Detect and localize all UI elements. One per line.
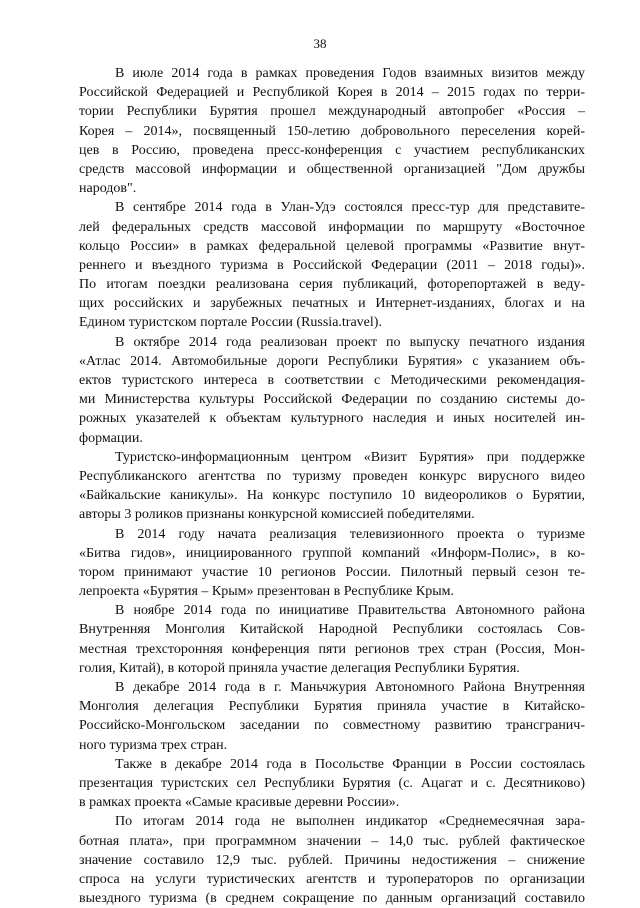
text-line: ми Министерства культуры Российской Федерации по созданию системы до-	[79, 392, 585, 408]
text-line: авторы 3 роликов признаны конкурсной комиссией победителями.	[79, 507, 475, 523]
text-line: лепроекта «Бурятия – Крым» презентован в Республике Крым.	[79, 584, 454, 600]
text-line: Едином туристском портале России (Russia.travel).	[79, 315, 382, 331]
text-line: кольцо России» в рамках федеральной целевой программы «Развитие внут-	[79, 238, 585, 254]
text-line: «Битва гидов», инициированного группой компаний «Информ-Полис», в ко-	[79, 545, 585, 561]
body-text	[79, 64, 585, 908]
text-line: Внутренняя Монголия Китайской Народной Республики состоялась Сов-	[79, 622, 585, 638]
text-line: ного туризма трех стран.	[79, 737, 228, 753]
text-line: Российской Федерацией и Республикой Корея в 2014 – 2015 годах по терри-	[79, 85, 585, 101]
text-line: выездного туризма (в среднем сокращение по данным организаций составило	[79, 891, 585, 907]
text-line: ектов туристского интереса в соответствии с Методическими рекомендация-	[79, 373, 585, 388]
text-line: народов".	[79, 181, 137, 197]
text-line: реннего и въездного туризма в Российской Федерации (2011 – 2018 годы)».	[79, 257, 585, 273]
text-line: тором принимают участие 10 регионов России. Пилотный первый сезон те-	[79, 564, 585, 580]
text-line: Также в декабре 2014 года в Посольстве Франции в России состоялась	[115, 756, 585, 772]
text-line: В июле 2014 года в рамках проведения Годов взаимных визитов между	[115, 66, 585, 81]
text-line: тории Республики Бурятия прошел международный автопробег «Россия –	[79, 104, 585, 120]
text-line: цев в Россию, проведена пресс-конференция с участием республиканских	[79, 142, 585, 158]
text-line: В декабре 2014 года в г. Маньчжурия Автономного Района Внутренняя	[115, 680, 585, 695]
text-line: «Байкальские каникулы». На конкурс поступило 10 видеороликов о Бурятии,	[79, 488, 585, 504]
text-line: лей федеральных средств массовой информации по маршруту «Восточное	[79, 219, 585, 235]
text-line: В октябре 2014 года реализован проект по выпуску печатного издания	[115, 334, 585, 350]
text-line: По итогам поездки реализована серия публикаций, фоторепортажей в веду-	[79, 277, 585, 293]
text-line: Туристско-информационным центром «Визит Бурятия» при поддержке	[115, 449, 585, 465]
text-line: голия, Китай), в которой приняла участие делегация Республики Бурятия.	[79, 660, 520, 676]
text-line: местная трехсторонняя конференция пяти регионов трех стран (Россия, Мон-	[79, 641, 585, 657]
text-line: «Атлас 2014. Автомобильные дороги Республики Бурятия» с указанием объ-	[79, 353, 585, 369]
text-line: Российско-Монгольском заседании по совместному развитию трансгранич-	[79, 718, 585, 734]
text-line: В ноябре 2014 года по инициативе Правительства Автономного района	[115, 603, 585, 619]
text-line: формации.	[79, 430, 143, 446]
page-number: 38	[313, 36, 327, 51]
text-line: значение составило 12,9 тыс. рублей. Причины недостижения – снижение	[79, 852, 585, 868]
text-line: Корея – 2014», посвященный 150-летию добровольного переселения корей-	[79, 123, 585, 139]
text-line: рожных указателей к объектам культурного наследия и иных носителей ин-	[79, 411, 585, 427]
text-line: спроса на услуги туристических агентств и туроператоров по организации	[79, 871, 585, 887]
text-line: ботная плата», при программном значении – 14,0 тыс. рублей фактическое	[79, 833, 585, 849]
text-line: По итогам 2014 года не выполнен индикатор «Среднемесячная зара-	[115, 814, 585, 830]
text-line: средств массовой информации и общественной организацией "Дом дружбы	[79, 161, 585, 177]
text-line: презентация туристских сел Республики Бурятия (с. Ацагат и с. Десятниково)	[79, 775, 585, 791]
text-line: щих российских и зарубежных печатных и Интернет-изданиях, блогах и на	[79, 296, 585, 312]
text-line: Монголия делегация Республики Бурятия приняла участие в Китайско-	[79, 699, 585, 715]
text-line: В 2014 году начата реализация телевизионного проекта о туризме	[115, 526, 585, 542]
text-line: в рамках проекта «Самые красивые деревни России».	[79, 795, 400, 811]
text-line: Республиканского агентства по туризму проведен конкурс вирусного видео	[79, 468, 585, 484]
text-line: В сентябре 2014 года в Улан-Удэ состоялся пресс-тур для представите-	[115, 200, 585, 216]
